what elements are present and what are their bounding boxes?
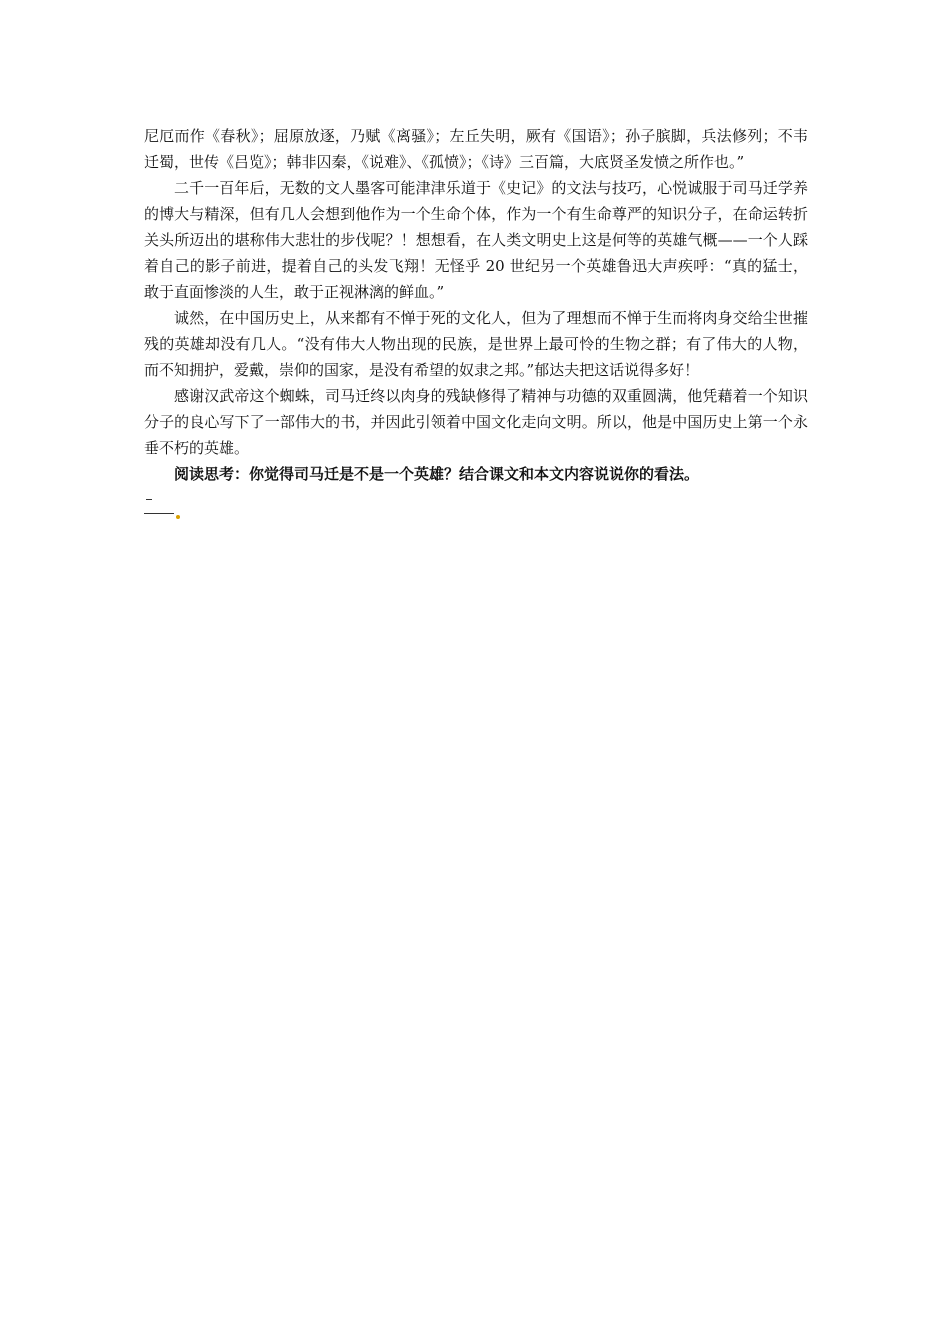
paragraph-4: 感谢汉武帝这个蜘蛛，司马迁终以肉身的残缺修得了精神与功德的双重圆满，他凭藉着一个知识分子的良心写下了一部伟大的书，并因此引领着中国文化走向文明。所以，他是中国历史上第一个永垂不朽的英雄。 bbox=[144, 387, 808, 457]
reading-question: 阅读思考：你觉得司马迁是不是一个英雄？结合课文和本文内容说说你的看法。 bbox=[174, 465, 700, 483]
document-body bbox=[144, 123, 808, 514]
answer-dash-mark bbox=[146, 499, 152, 500]
paragraph-3: 诚然，在中国历史上，从来都有不惮于死的文化人，但为了理想而不惮于生而将肉身交给尘世摧残的英雄却没有几人。“没有伟大人物出现的民族，是世界上最可怜的生物之群；有了伟大的人物，而不知拥护，爱戴，崇仰的国家，是没有希望的奴隶之邦。”郁达夫把这话说得多好！ bbox=[144, 309, 808, 379]
paragraph-2: 二千一百年后，无数的文人墨客可能津津乐道于《史记》的文法与技巧，心悦诚服于司马迁学养的博大与精深，但有几人会想到他作为一个生命个体，作为一个有生命尊严的知识分子，在命运转折关头所迈出的堪称伟大悲壮的步伐呢？！想想看，在人类文明史上这是何等的英雄气概——一个人踩着自己的影子前进，提着自己的头发飞翔！无怪乎 20 世纪另一个英雄鲁迅大声疾呼：“真的猛士，敢于直面惨淡的人生，敢于正视淋漓的鲜血。” bbox=[144, 179, 808, 301]
answer-blank-line[interactable] bbox=[144, 499, 174, 514]
answer-dot-mark bbox=[176, 515, 180, 519]
paragraph-1: 尼厄而作《春秋》；屈原放逐，乃赋《离骚》；左丘失明，厥有《国语》；孙子膑脚，兵法修列；不韦迁蜀，世传《吕览》；韩非囚秦，《说难》、《孤愤》；《诗》三百篇，大底贤圣发愤之所作也。” bbox=[144, 127, 808, 171]
